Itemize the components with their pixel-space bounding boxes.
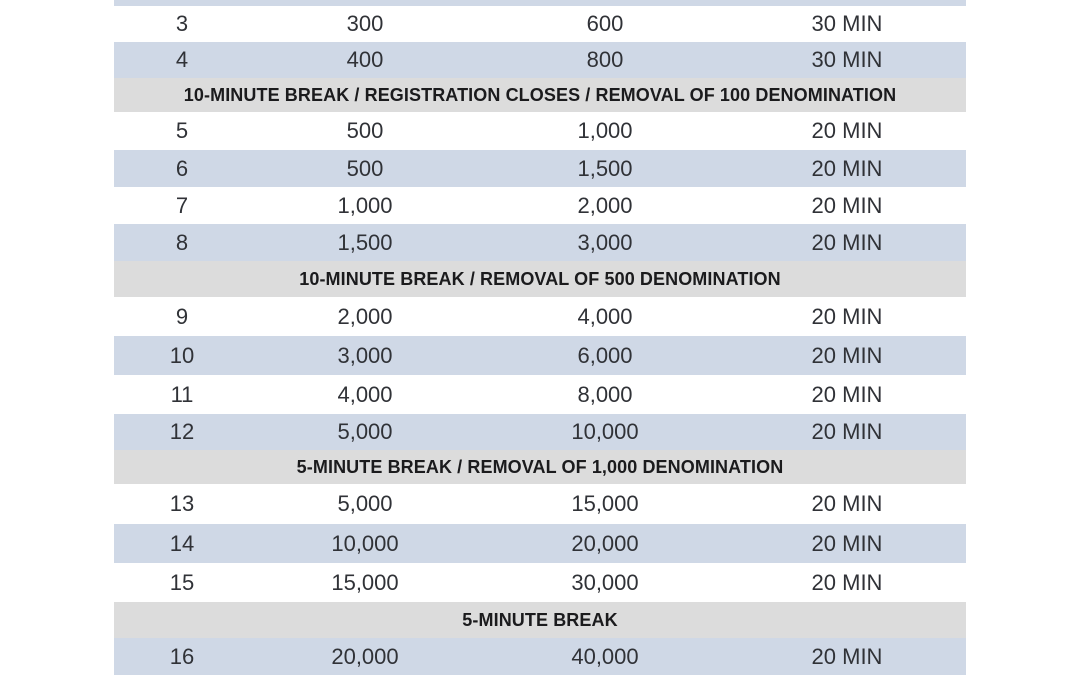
duration-cell: 20 MIN	[811, 155, 883, 181]
big-blind-cell: 2,000	[577, 192, 633, 218]
duration-cell: 20 MIN	[811, 569, 883, 595]
level-cell: 13	[169, 491, 195, 516]
level-cell: 12	[169, 419, 195, 444]
small-blind-cell: 5,000	[337, 491, 393, 516]
break-label: 10-MINUTE BREAK / REMOVAL OF 500 DENOMINATION	[299, 268, 781, 289]
level-cell: 5	[175, 118, 189, 143]
level-row	[114, 484, 966, 524]
break-label: 10-MINUTE BREAK / REGISTRATION CLOSES / REMOVAL OF 100 DENOMINATION	[183, 84, 897, 105]
small-blind-cell: 20,000	[331, 643, 399, 669]
small-blind-cell: 2,000	[337, 303, 393, 329]
level-row	[114, 336, 966, 375]
break-row	[114, 602, 966, 638]
duration-cell: 20 MIN	[811, 229, 883, 255]
level-row	[114, 375, 966, 414]
small-blind-cell: 15,000	[331, 569, 399, 595]
level-cell: 3	[175, 11, 189, 36]
level-cell: 7	[175, 192, 189, 218]
small-blind-cell: 10,000	[331, 530, 399, 556]
break-row	[114, 261, 966, 297]
level-cell: 8	[175, 229, 189, 255]
duration-cell: 20 MIN	[811, 491, 883, 516]
level-row	[114, 187, 966, 224]
big-blind-cell: 800	[586, 47, 624, 72]
break-label: 5-MINUTE BREAK	[462, 609, 618, 630]
big-blind-cell: 40,000	[571, 643, 639, 669]
small-blind-cell: 500	[346, 155, 384, 181]
small-blind-cell: 5,000	[337, 419, 393, 444]
big-blind-cell: 15,000	[571, 491, 639, 516]
level-row	[114, 524, 966, 563]
level-row	[114, 563, 966, 602]
big-blind-cell: 30,000	[571, 569, 639, 595]
break-row	[114, 78, 966, 112]
duration-cell: 20 MIN	[811, 342, 883, 368]
level-row	[114, 42, 966, 78]
level-row	[114, 297, 966, 336]
big-blind-cell: 8,000	[577, 381, 633, 407]
break-label: 5-MINUTE BREAK / REMOVAL OF 1,000 DENOMINATION	[296, 456, 784, 477]
big-blind-cell: 1,500	[577, 155, 633, 181]
level-cell: 14	[169, 530, 195, 556]
small-blind-cell: 400	[346, 47, 384, 72]
small-blind-cell: 3,000	[337, 342, 393, 368]
level-row	[114, 112, 966, 150]
level-cell: 15	[169, 569, 195, 595]
duration-cell: 30 MIN	[811, 11, 883, 36]
small-blind-cell: 4,000	[337, 381, 393, 407]
duration-cell: 20 MIN	[811, 419, 883, 444]
big-blind-cell: 10,000	[571, 419, 639, 444]
level-cell: 16	[169, 643, 195, 669]
break-row	[114, 450, 966, 484]
level-cell: 4	[175, 47, 189, 72]
big-blind-cell: 20,000	[571, 530, 639, 556]
big-blind-cell: 4,000	[577, 303, 633, 329]
level-row	[114, 414, 966, 450]
small-blind-cell: 500	[346, 118, 384, 143]
big-blind-cell: 1,000	[577, 118, 633, 143]
big-blind-cell: 6,000	[577, 342, 633, 368]
level-cell: 9	[175, 303, 189, 329]
duration-cell: 20 MIN	[811, 530, 883, 556]
big-blind-cell: 600	[586, 11, 624, 36]
duration-cell: 20 MIN	[811, 303, 883, 329]
small-blind-cell: 1,000	[337, 192, 393, 218]
level-cell: 10	[169, 342, 195, 368]
duration-cell: 30 MIN	[811, 47, 883, 72]
small-blind-cell: 1,500	[337, 229, 393, 255]
small-blind-cell: 300	[346, 11, 384, 36]
level-row	[114, 638, 966, 675]
level-cell: 11	[170, 381, 194, 407]
duration-cell: 20 MIN	[811, 381, 883, 407]
level-row	[114, 6, 966, 42]
duration-cell: 20 MIN	[811, 643, 883, 669]
level-cell: 6	[175, 155, 189, 181]
level-row	[114, 150, 966, 187]
duration-cell: 20 MIN	[811, 118, 883, 143]
big-blind-cell: 3,000	[577, 229, 633, 255]
duration-cell: 20 MIN	[811, 192, 883, 218]
level-row	[114, 224, 966, 261]
